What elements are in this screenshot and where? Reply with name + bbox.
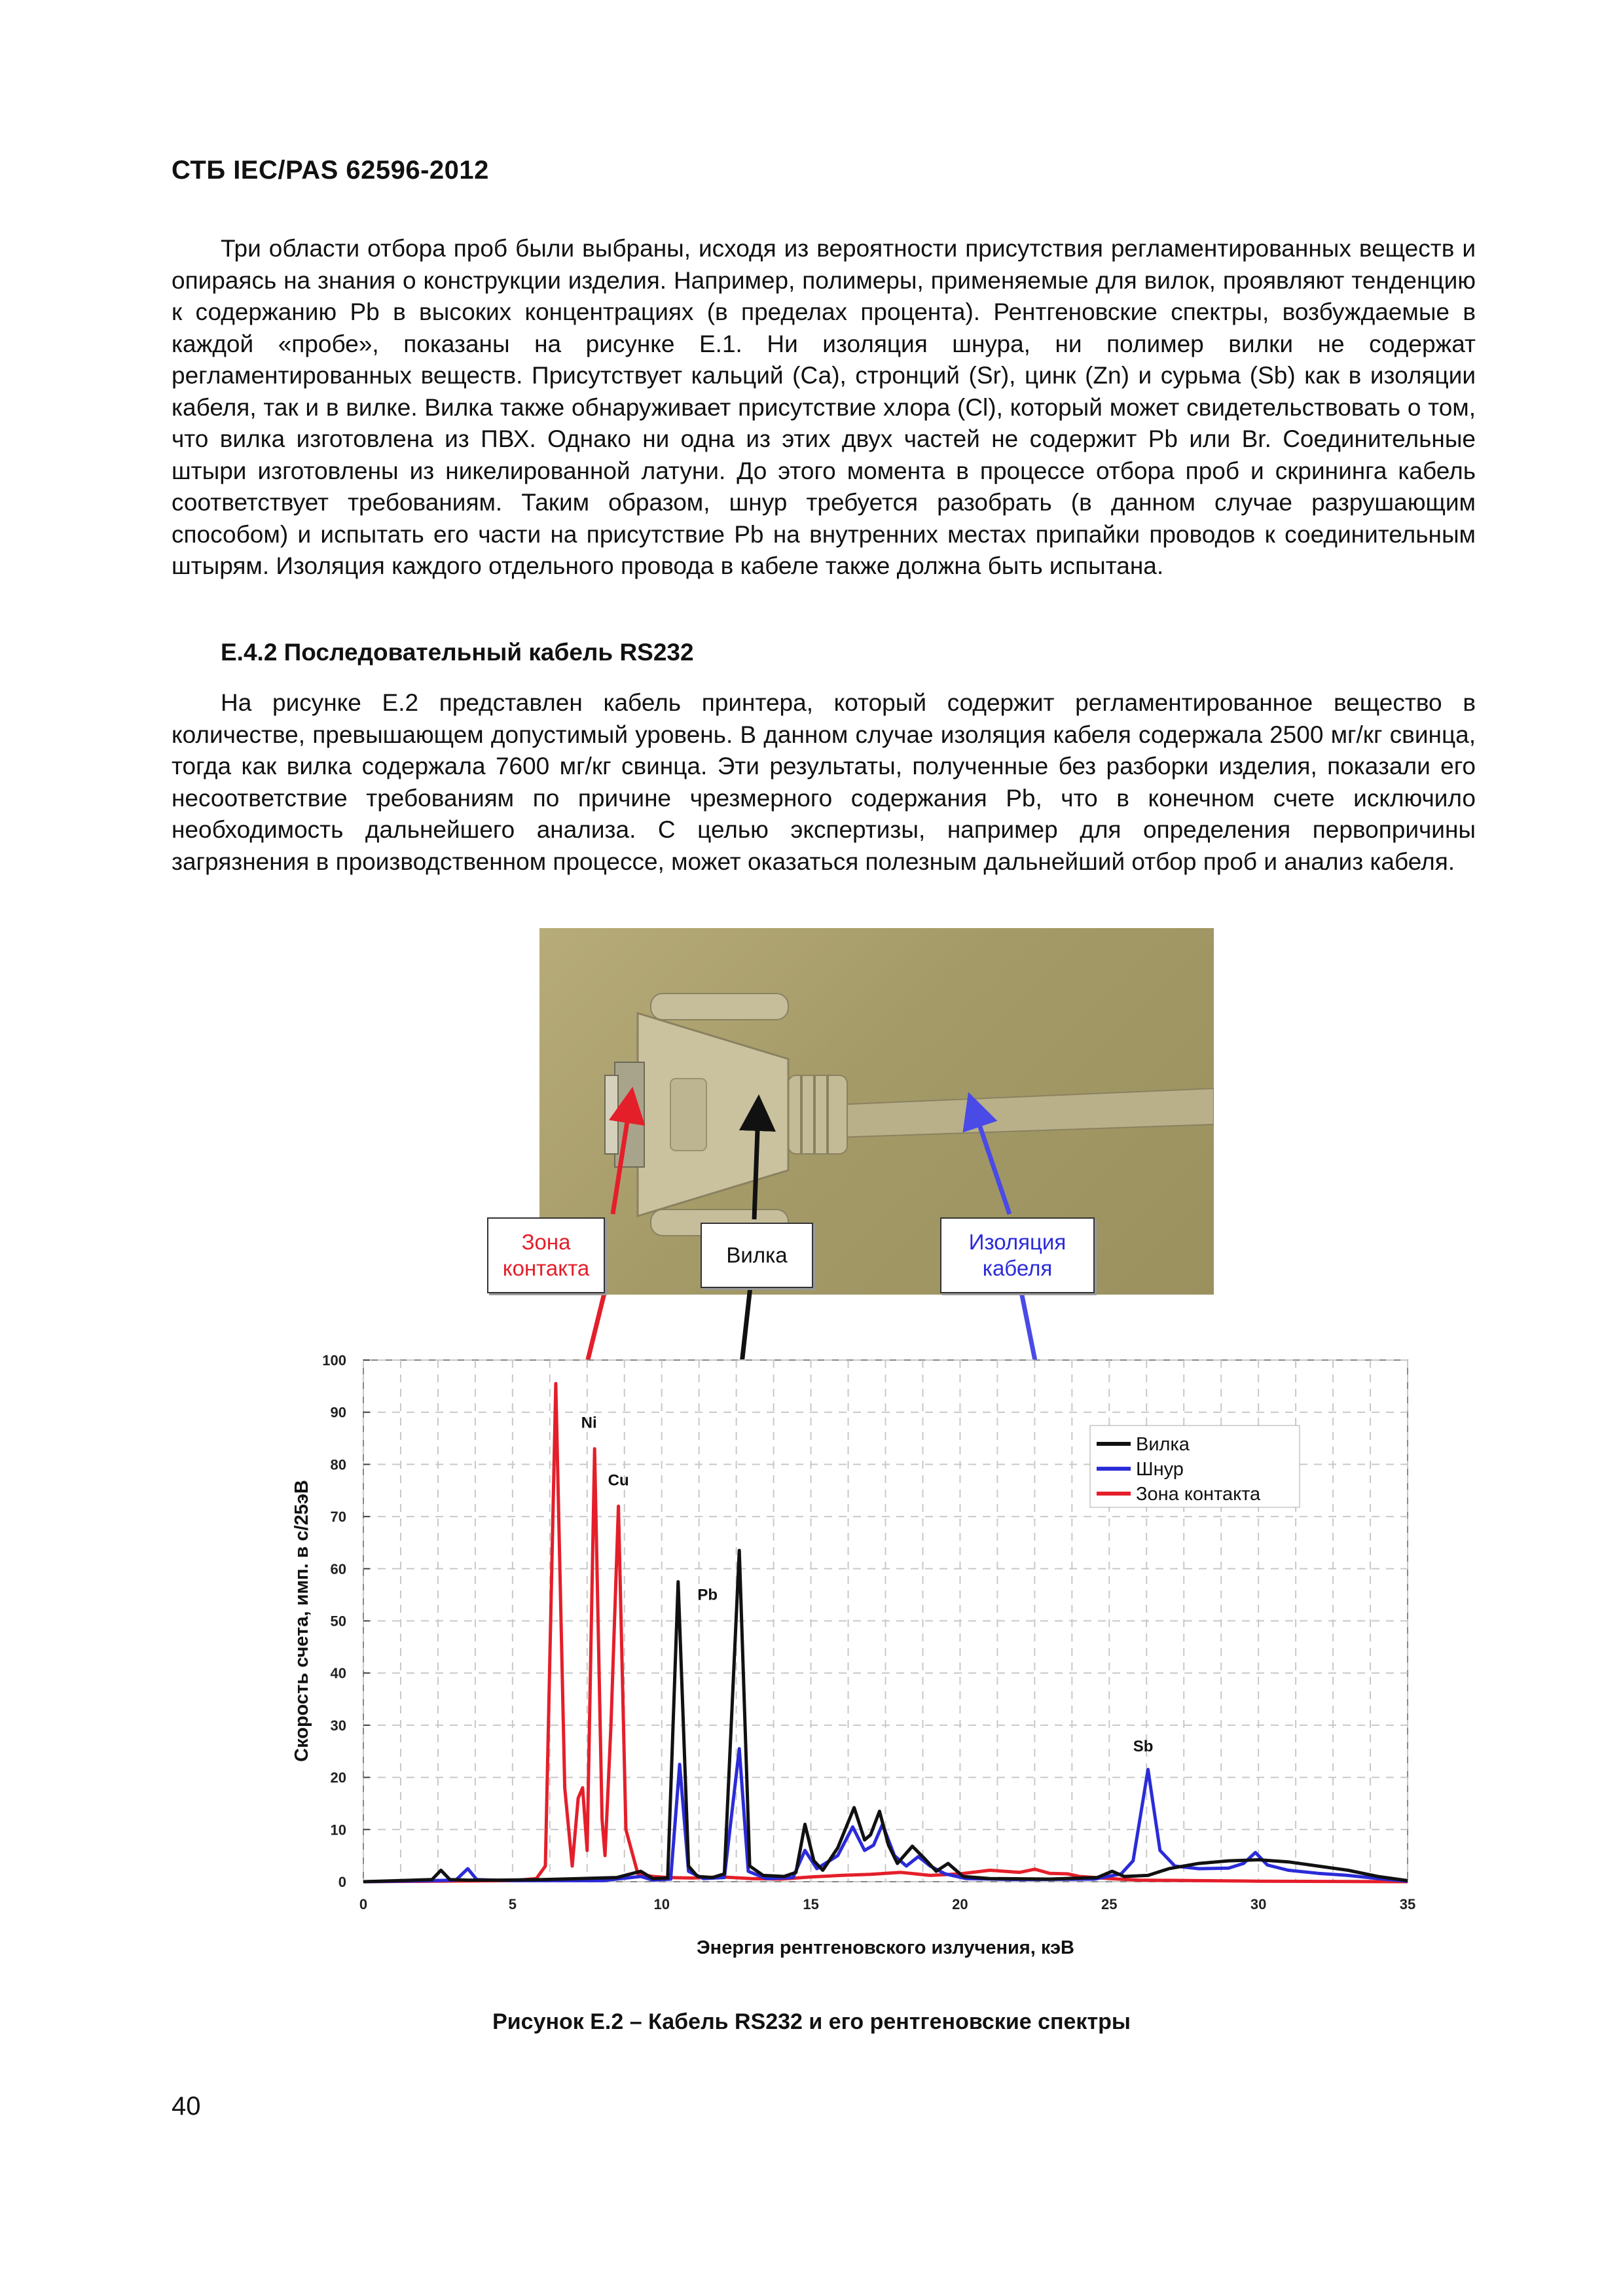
x-tick-label: 0 xyxy=(359,1896,368,1912)
peak-label: Sb xyxy=(1133,1737,1154,1755)
insulation-label: Изоляция кабеля xyxy=(940,1217,1095,1293)
y-tick-label: 80 xyxy=(330,1456,346,1473)
peak-label: Pb xyxy=(697,1586,718,1604)
y-tick-label: 40 xyxy=(330,1665,346,1682)
xray-spectrum-chart xyxy=(282,1329,1434,1996)
x-axis-ticks xyxy=(359,1896,1415,1912)
y-tick-label: 90 xyxy=(330,1404,346,1421)
y-tick-label: 50 xyxy=(330,1613,346,1630)
contact-arrow xyxy=(613,1105,630,1214)
plug-label: Вилка xyxy=(701,1223,813,1288)
paragraph-2-text: На рисунке Е.2 представлен кабель принтера, который содержит регламентированное вещество в количестве, превышающем допустимый уровень. В данном случае изоляция кабеля содержала 2500 мг/кг свинца, тогда как вилка содержала 7600 мг/кг свинца. Эти результаты, полученные без разборки изделия, показали его несоответствие требованиям по причине чрезмерного содержания Pb, что в конечном счете исключило необходимость дальнейшего анализа. С целью экспертизы, например для определения первопричины загрязнения в производственном процессе, может оказаться полезным дальнейший отбор проб и анализ кабеля. xyxy=(172,689,1476,875)
x-tick-label: 5 xyxy=(508,1896,517,1912)
page-number: 40 xyxy=(172,2092,201,2121)
legend-label: Зона контакта xyxy=(1136,1484,1261,1505)
x-tick-label: 10 xyxy=(653,1896,670,1912)
y-tick-label: 70 xyxy=(330,1509,346,1526)
y-tick-label: 30 xyxy=(330,1717,346,1734)
paragraph-1-text: Три области отбора проб были выбраны, исходя из вероятности присутствия регламентированных веществ и опираясь на знания о конструкции изделия. Например, полимеры, применяемые для вилок, проявляют тенденцию к содержанию Pb в высоких концентрациях (в пределах процента). Рентгеновские спектры, возбуждаемые в каждой «пробе», показаны на рисунке Е.1. Ни изоляция шнура, ни полимер вилки не содержат регламентированных веществ. Присутствует кальций (Са), стронций (Sr), цинк (Zn) и сурьма (Sb) как в изоляции кабеля, так и в вилке. Вилка также обнаруживает присутствие хлора (Сl), который может свидетельствовать о том, что вилка изготовлена из ПВХ. Однако ни одна из этих двух частей не содержит Pb или Br. Соединительные штыри изготовлены из никелированной латуни. До этого момента в процессе отбора проб и скрининга кабель соответствует требованиям. Таким образом, шнур требуется разобрать (в данном случае разрушающим способом) и испытать его части на присутствие Pb на внутренних местах припайки проводов к соединительным штырям. Изоляция каждого отдельного провода в кабеле также должна быть испытана. xyxy=(172,235,1476,579)
x-tick-label: 30 xyxy=(1250,1896,1267,1912)
x-tick-label: 15 xyxy=(803,1896,819,1912)
y-tick-label: 60 xyxy=(330,1560,346,1577)
y-tick-label: 0 xyxy=(338,1874,346,1890)
x-tick-label: 20 xyxy=(952,1896,968,1912)
legend-label: Шнур xyxy=(1136,1459,1184,1480)
insulation-arrow xyxy=(974,1109,1010,1214)
peak-label: Cu xyxy=(608,1471,629,1490)
figure-caption: Рисунок Е.2 – Кабель RS232 и его рентгеновские спектры xyxy=(492,2009,1131,2034)
x-tick-label: 25 xyxy=(1101,1896,1118,1912)
y-axis-title: Скорость счета, имп. в с/25эВ xyxy=(291,1480,312,1762)
peak-label: Ni xyxy=(581,1414,597,1432)
section-subheading: Е.4.2 Последовательный кабель RS232 xyxy=(221,639,694,666)
chart-legend xyxy=(1090,1426,1300,1507)
legend-label: Вилка xyxy=(1136,1434,1190,1455)
document-header: СТБ IEC/PAS 62596-2012 xyxy=(172,156,489,185)
x-axis-title: Энергия рентгеновского излучения, кэВ xyxy=(697,1937,1074,1958)
contact-zone-label: Зона контакта xyxy=(487,1217,605,1293)
y-axis-ticks xyxy=(322,1352,346,1890)
y-tick-label: 10 xyxy=(330,1821,346,1839)
y-tick-label: 20 xyxy=(330,1769,346,1786)
plug-arrow xyxy=(754,1113,758,1219)
x-tick-label: 35 xyxy=(1399,1896,1416,1912)
y-tick-label: 100 xyxy=(322,1352,346,1369)
